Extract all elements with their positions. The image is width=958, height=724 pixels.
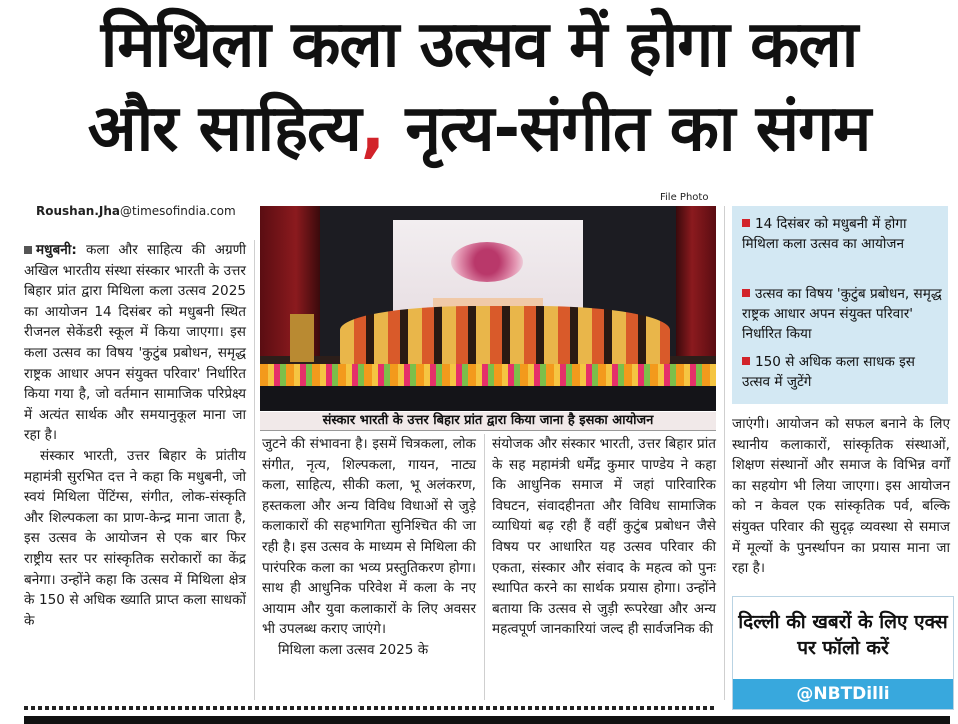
dancers-group xyxy=(340,306,670,366)
headline-comma: , xyxy=(360,92,385,166)
column-divider xyxy=(484,434,485,700)
audience xyxy=(260,386,716,411)
column-divider xyxy=(254,240,255,700)
article-paragraph: जुटने की संभावना है। इसमें चित्रकला, लोक संगीत, नृत्य, शिल्पकला, गायन, नाट्य कला, साहित्य, सीकी कला, भू अलंकरण, हस्तकला और अन्य विविध विधाओं से जुड़े कलाकारों की सहभागिता सुनिश्चित की जा रही है। इस उत्सव के माध्यम से मिथिला की पारंपरिक कला का भव्य प्रस्तुतिकरण होगा। साथ ही आधुनिक परिवेश में कला के नए आयाम और युवा कलाकारों के लिए अवसर भी उपलब्ध कराए जाएंगे। xyxy=(262,436,476,638)
dotted-rule xyxy=(24,706,716,710)
headline-line-2-part-1: और साहित्य xyxy=(87,92,361,166)
headline-line-1: मिथिला कला उत्सव में होगा कला xyxy=(100,8,858,82)
x-handle-link[interactable]: @NBTDilli xyxy=(733,679,953,709)
article-paragraph: जाएंगी। आयोजन को सफल बनाने के लिए स्थानीय कलाकारों, सांस्कृतिक संस्थाओं, शिक्षण संस्थानों और समाज के विभिन्न वर्गों का सहयोग भी लिया जाएगा। इस आयोजन को न केवल एक सांस्कृतिक पर्व, बल्कि संयुक्त परिवार की सुदृढ़ व्यवस्था से समाज में मूल्यों के पुनर्स्थापन का प्रयास माना जा रहा है। xyxy=(732,416,950,577)
event-photo xyxy=(260,206,716,411)
article-paragraph: संस्कार भारती, उत्तर बिहार के प्रांतीय महामंत्री सुरभित दत्त ने कहा कि मधुबनी, जो स्वयं मिथिला पेंटिंग्स, संगीत, लोक-संस्कृति और शिल्पकला का प्राण-केन्द्र माना जाता है, इस उत्सव के आयोजन से एक बार फिर राष्ट्रीय स्तर पर सांस्कृतिक सरोकारों का केंद्र बनेगा। उन्होंने कहा कि उत्सव में मिथिला क्षेत्र के 150 से अधिक ख्याति प्राप्त कला साधकों के xyxy=(24,447,246,629)
podium xyxy=(290,314,314,362)
bullet-square-icon xyxy=(742,289,750,297)
highlight-text: 14 दिसंबर को मधुबनी में होगा मिथिला कला उत्सव का आयोजन xyxy=(742,216,907,252)
bullet-square-icon xyxy=(742,357,750,365)
flower-decoration xyxy=(260,364,716,386)
headline-line-2 xyxy=(0,92,958,166)
article-paragraph: संयोजक और संस्कार भारती, उत्तर बिहार प्रांत के सह महामंत्री धर्मेंद्र कुमार पाण्डेय ने कहा कि आधुनिक समाज में जहां पारिवारिक विघटन, संवादहीनता और विविध सामाजिक व्याधियां बढ़ रही हैं वहीं कुटुंब प्रबोधन जैसे विषय पर आधारित यह उत्सव परिवार की एकता, संस्कार और संवाद के महत्व को पुनः स्थापित करने का सार्थक प्रयास होगा। उन्होंने बताया कि उत्सव से जुड़ी रूपरेखा और अन्य महत्वपूर्ण जानकारियां जल्द ही सार्वजनिक की xyxy=(492,436,716,638)
article-paragraph: मिथिला कला उत्सव 2025 के xyxy=(278,641,429,658)
article-column-1 xyxy=(24,240,246,631)
paragraph-text: कला और साहित्य की अग्रणी अखिल भारतीय संस्था संस्कार भारती के उत्तर बिहार प्रांत द्वारा मिथिला कला उत्सव 2025 का आयोजन 14 दिसंबर को मधुबनी स्थित रीजनल सेकेंडरी स्कूल में किया जाएगा। इस कला उत्सव का विषय 'कुटुंब प्रबोधन, समृद्ध राष्ट्रक आधार अपन संयुक्त परिवार' निर्धारित किया गया है, जो वर्तमान सामाजिक परिप्रेक्ष्य में अत्यंत सार्थक और समयानुकूल माना जा रहा है। xyxy=(24,242,246,444)
byline xyxy=(36,204,236,218)
promo-text: दिल्ली की खबरों के लिए एक्स पर फॉलो करें xyxy=(738,611,948,659)
next-story-edge xyxy=(24,716,950,724)
article-paragraph xyxy=(24,240,246,446)
article-column-4 xyxy=(732,414,950,579)
article-column-2 xyxy=(262,434,476,661)
article-column-3 xyxy=(492,434,716,640)
bullet-square-icon xyxy=(742,219,750,227)
social-promo[interactable] xyxy=(732,596,954,710)
dateline-square-icon xyxy=(24,246,32,254)
highlight-text: उत्सव का विषय 'कुटुंब प्रबोधन, समृद्ध राष्ट्रक आधार अपन संयुक्त परिवार' निर्धारित किया xyxy=(742,286,942,342)
highlight-item xyxy=(742,352,938,392)
photo-caption: संस्कार भारती के उत्तर बिहार प्रांत द्वारा किया जाना है इसका आयोजन xyxy=(260,412,716,431)
highlight-text: 150 से अधिक कला साधक इस उत्सव में जुटेंगे xyxy=(742,354,915,390)
highlights-box xyxy=(732,206,948,404)
dateline: मधुबनी: xyxy=(36,242,77,258)
column-divider xyxy=(724,206,725,700)
highlight-item xyxy=(742,284,942,344)
headline-line-2-part-2: नृत्य-संगीत का संगम xyxy=(384,92,871,166)
highlight-item xyxy=(742,214,938,254)
byline-name: Roushan.Jha xyxy=(36,204,121,218)
byline-domain: @timesofindia.com xyxy=(120,204,236,218)
photo-credit: File Photo xyxy=(660,192,709,203)
festival-logo xyxy=(451,242,523,282)
